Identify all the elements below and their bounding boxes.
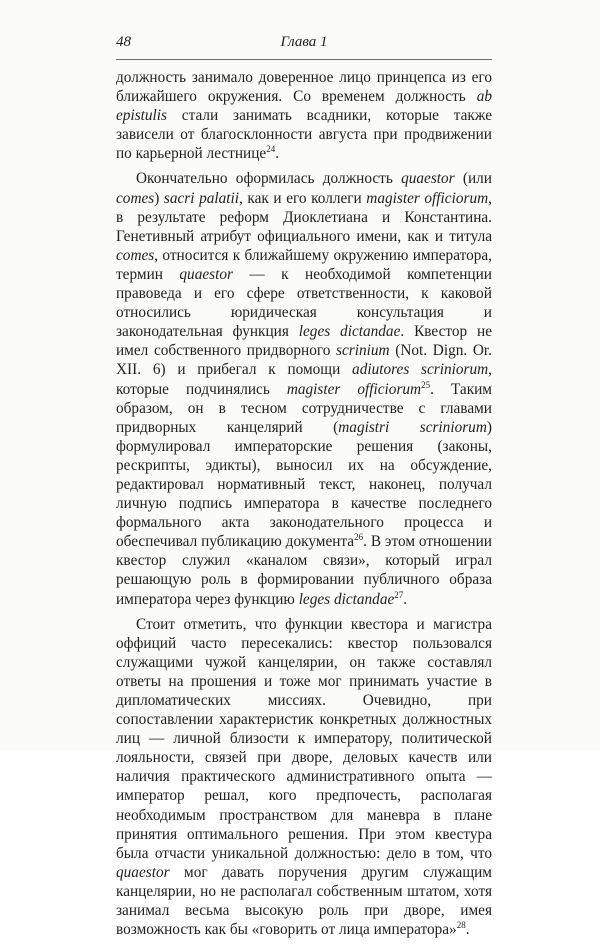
latin-term: magister officiorum [366,189,489,207]
footnote-ref: 28 [456,920,466,931]
latin-term: comes [116,189,155,207]
text-run: (Not. Dign. Or. XII. 6) и прибегал к помощи [116,342,492,379]
body-text [116,68,492,945]
latin-term: magistri scriniorum [338,418,487,436]
text-run: Окончательно оформилась должность [136,170,402,188]
text-run: . [403,590,408,608]
text-run: Стоит отметить, что функции квестора и магистра оффиций часто пересекались: квестор пользовался служащими чужой канцелярии, он также составлял ответы на прошения и тоже мог принимать участие в дипломатических миссиях. Очевидно, при сопоставлении характеристик конкретных должностных лиц — личной близости к императору, политической лояльности, связей при дворе, деловых качеств или наличия практического административного опыта — император решал, кого предпочесть, располагая необходимым пространством для маневра в плане принятия оптимального решения. При этом квестура была отчасти уникальной должностью: дело в том, что [116,615,492,862]
text-run: . [275,145,280,163]
footnote-ref: 24 [266,144,276,155]
paragraph-1 [116,68,492,163]
text-run: стали занимать всадники, которые также зависели от благосклонности августа при продвижении по карьерной лестнице [116,107,492,163]
text-run: . Таким образом, он в тесном сотрудничестве с главами придворных канцелярий ( [116,380,492,436]
text-run: ) [154,189,164,207]
text-run: , которые подчинялись [116,361,492,398]
paragraph-3 [116,615,492,940]
latin-term: sacri palatii [163,189,240,207]
text-run: . В этом отношении квестор служил «каналом связи», который играл решающую роль в формировании публичного образа императора через функцию [116,533,492,608]
text-run: мог давать поручения другим служащим канцелярии, но не располагал собственным штатом, хотя занимал весьма высокую роль при дворе, имея возможность как бы «говорить от лица императора» [116,863,492,939]
text-run: ) формулировал императорские решения (законы, рескрипты, эдикты), выносил их на обсуждение, редактировал нормативный текст, наконец, получал личную подпись императора в качестве последнего формального акта законодательного процесса и обеспечивал публикацию документа [116,418,492,551]
latin-term: leges dictandae [298,590,395,608]
text-run: , в результате реформ Диоклетиана и Константина. Генетивный атрибут официального имени, как и титула [116,189,492,245]
footnote-ref: 27 [394,589,404,600]
latin-term: adiutores scriniorum [352,361,489,379]
text-run: должность занимало доверенное лицо принцепса из его ближайшего окружения. Со временем должность [116,69,492,106]
latin-term: comes [116,246,155,264]
text-run: — к необходимой компетенции правоведа и его сфере ответственности, к каковой относились юридическая консультация и законодательная функция [116,265,492,341]
latin-term: leges dictandae [298,323,401,341]
latin-term: quaestor [179,265,233,283]
chapter-title: Глава 1 [280,34,328,50]
text-run: , относится к ближайшему окружению императора, термин [116,246,492,283]
header-rule [116,59,492,60]
text-run: . [465,921,470,939]
text-run: (или [454,170,492,188]
page-number: 48 [116,34,131,50]
paragraph-2 [116,169,492,608]
latin-term: quaestor [116,863,170,881]
footnote-ref: 26 [354,532,364,543]
latin-term: magister officiorum [286,380,422,398]
footnote-ref: 25 [421,379,431,390]
latin-term: ab epistulis [116,88,492,125]
running-head [116,34,492,56]
text-run: . Квестор не имел собственного придворного [116,323,492,360]
latin-term: quaestor [401,170,455,188]
text-run: , как и его коллеги [239,189,367,207]
latin-term: scrinium [336,342,390,360]
